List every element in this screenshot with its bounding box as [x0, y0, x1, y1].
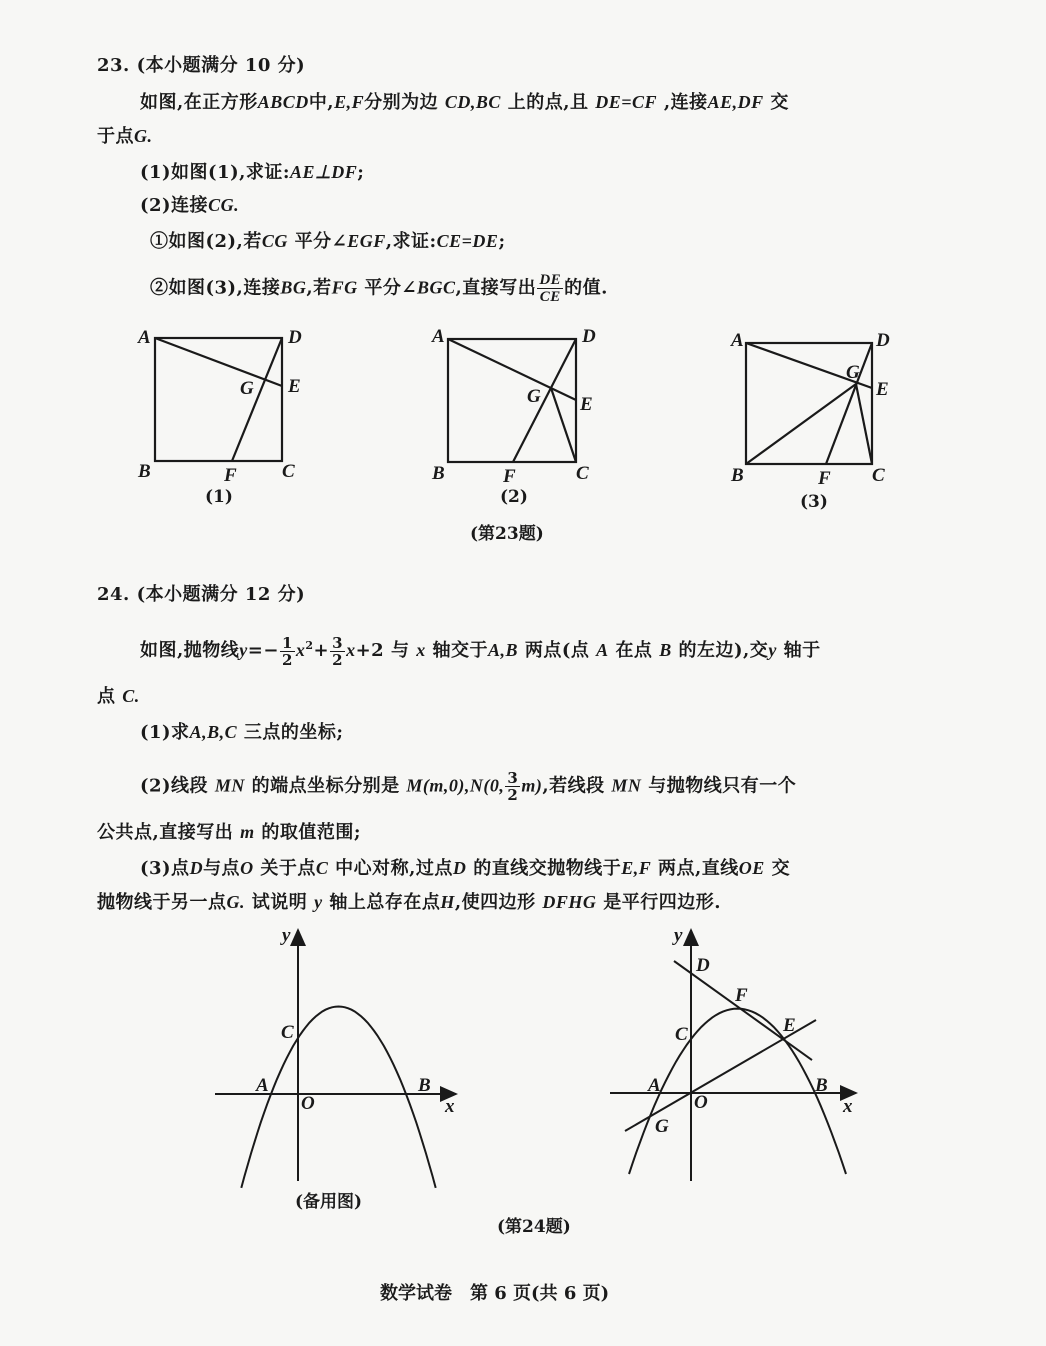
label-a: A	[256, 1075, 269, 1096]
text: (2)线段	[140, 775, 209, 797]
numerator: 3	[332, 633, 344, 652]
math: AE,DF	[707, 92, 764, 112]
text: 如图,抛物线	[140, 640, 240, 661]
math: BG	[280, 277, 307, 298]
label-b: B	[138, 461, 151, 482]
backup-caption: (备用图)	[295, 1192, 363, 1212]
text: 中心对称,过点	[335, 858, 453, 879]
parabola	[629, 1009, 846, 1174]
math: A,B,C	[189, 722, 238, 742]
label-c: C	[282, 461, 295, 482]
math: G.	[134, 126, 153, 146]
math: y	[239, 640, 248, 660]
label-a: A	[648, 1075, 661, 1096]
math: m)	[521, 775, 543, 796]
denominator: CE	[539, 289, 561, 305]
text: ,若	[306, 277, 332, 299]
text: 三点的坐标;	[243, 722, 344, 743]
label-a: A	[432, 326, 445, 347]
label-x: x	[445, 1096, 455, 1117]
math: OE	[738, 858, 765, 878]
label-d: D	[696, 955, 710, 976]
label-a: A	[138, 327, 151, 348]
label-d: D	[288, 327, 302, 348]
text: ②如图(3),连接	[150, 277, 281, 299]
math: C	[315, 858, 329, 878]
label-e: E	[783, 1015, 796, 1036]
text: 于点	[97, 126, 134, 147]
math: FG	[331, 277, 358, 298]
math: A,B	[488, 640, 519, 660]
q24-figure-caption: (第24题)	[497, 1217, 571, 1237]
text: 上的点,且	[507, 92, 589, 113]
text: ,使四边形	[454, 892, 536, 913]
text: ;	[498, 231, 506, 252]
numerator: 3	[507, 769, 519, 787]
label-g: G	[846, 362, 860, 383]
text: 平分∠	[294, 231, 348, 252]
label-c: C	[872, 465, 885, 486]
label-b: B	[815, 1075, 828, 1096]
math: G.	[226, 892, 245, 912]
math: O	[240, 858, 254, 878]
label-o: O	[301, 1093, 315, 1114]
fig2-caption: (2)	[500, 487, 528, 507]
math: D	[452, 858, 467, 878]
label-e: E	[288, 376, 301, 397]
label-f: F	[503, 466, 516, 487]
text: 平分∠	[364, 277, 418, 299]
text: 的值.	[564, 277, 608, 299]
math: C.	[122, 686, 140, 706]
label-x: x	[843, 1096, 853, 1117]
text: 与	[390, 640, 410, 661]
line-df	[674, 961, 812, 1060]
text: 抛物线于另一点	[97, 892, 227, 913]
fig1-caption: (1)	[205, 487, 233, 507]
math: M(m,0),N(0,	[406, 775, 505, 796]
label-c: C	[675, 1024, 688, 1045]
label-b: B	[432, 463, 445, 484]
math: MN	[214, 775, 245, 796]
numerator: 1	[281, 633, 293, 652]
text: 的左边),交	[678, 640, 769, 661]
text: 如图,在正方形	[140, 92, 258, 113]
label-d: D	[582, 326, 596, 347]
math: +2	[355, 640, 385, 661]
text: 两点(点	[524, 640, 590, 661]
math: DE=CF	[595, 92, 658, 112]
text: 关于点	[260, 858, 316, 879]
text: 轴交于	[432, 640, 489, 661]
text: ,连接	[663, 92, 708, 113]
label-f: F	[818, 468, 831, 489]
math: EGF	[347, 231, 386, 251]
math: AE⊥DF	[290, 162, 358, 182]
text: ,求证:	[385, 231, 437, 252]
fig3-caption: (3)	[800, 492, 828, 512]
label-g: G	[527, 386, 541, 407]
denominator: 2	[281, 650, 293, 669]
numerator: DE	[539, 272, 562, 288]
label-e: E	[580, 394, 593, 415]
text: 两点,直线	[658, 858, 739, 879]
text: 轴于	[783, 640, 821, 661]
label-c: C	[576, 463, 589, 484]
text: 分别为边	[364, 92, 439, 113]
text: 与抛物线只有一个	[648, 775, 797, 797]
text: ,直接写出	[455, 277, 537, 299]
text: 点	[97, 686, 116, 707]
math: B	[659, 640, 672, 660]
label-e: E	[876, 379, 889, 400]
label-b: B	[731, 465, 744, 486]
text: ;	[357, 162, 365, 183]
label-c: C	[281, 1022, 294, 1043]
math: A	[596, 640, 609, 660]
label-g: G	[655, 1116, 669, 1137]
text: 交	[771, 858, 791, 879]
math: y	[768, 640, 777, 660]
label-o: O	[694, 1092, 708, 1113]
text: (3)点	[140, 858, 190, 879]
denominator: 2	[332, 650, 344, 669]
denominator: 2	[507, 786, 519, 804]
math: m	[240, 822, 255, 842]
math: H	[440, 892, 455, 912]
label-a: A	[731, 330, 744, 351]
text: ,若线段	[542, 775, 605, 797]
math: CG.	[208, 195, 240, 215]
math: E,F	[334, 92, 365, 112]
math: BGC	[417, 277, 456, 298]
page-footer: 数学试卷 第 6 页(共 6 页)	[380, 1283, 610, 1304]
math: CD,BC	[444, 92, 501, 112]
label-y: y	[282, 925, 291, 946]
math: =−	[247, 640, 279, 661]
exponent: 2	[305, 639, 314, 652]
math: MN	[611, 775, 642, 796]
text: 在点	[615, 640, 653, 661]
math: CE=DE	[436, 231, 499, 251]
math: y	[314, 892, 323, 912]
math: D	[189, 858, 204, 878]
math: x	[416, 640, 426, 660]
math: x	[295, 640, 306, 660]
math: x	[346, 640, 356, 660]
text: 的直线交抛物线于	[473, 858, 622, 879]
label-y: y	[674, 925, 683, 946]
text: 的端点坐标分别是	[251, 775, 400, 797]
q23-header: 23. (本小题满分 10 分)	[97, 55, 306, 76]
math: +	[313, 640, 330, 661]
text: 公共点,直接写出	[97, 822, 234, 843]
text: (2)连接	[140, 195, 209, 216]
text: 的取值范围;	[261, 822, 362, 843]
label-f: F	[735, 985, 748, 1006]
text: (1)求	[140, 722, 190, 743]
math: ABCD	[257, 92, 309, 112]
math: E,F	[621, 858, 652, 878]
text: 与点	[203, 858, 241, 879]
text: 是平行四边形.	[603, 892, 721, 913]
text: (1)如图(1),求证:	[140, 162, 291, 183]
math: DFHG	[542, 892, 597, 912]
text: 试说明	[251, 892, 308, 913]
math: CG	[261, 231, 288, 251]
label-b: B	[418, 1075, 431, 1096]
text: ①如图(2),若	[150, 231, 262, 252]
text: 交	[770, 92, 789, 113]
q23-figure-caption: (第23题)	[470, 524, 544, 544]
label-f: F	[224, 465, 237, 486]
q24-header: 24. (本小题满分 12 分)	[97, 584, 306, 605]
text: 中,	[308, 92, 335, 113]
label-g: G	[240, 378, 254, 399]
label-d: D	[876, 330, 890, 351]
text: 轴上总存在点	[329, 892, 441, 913]
